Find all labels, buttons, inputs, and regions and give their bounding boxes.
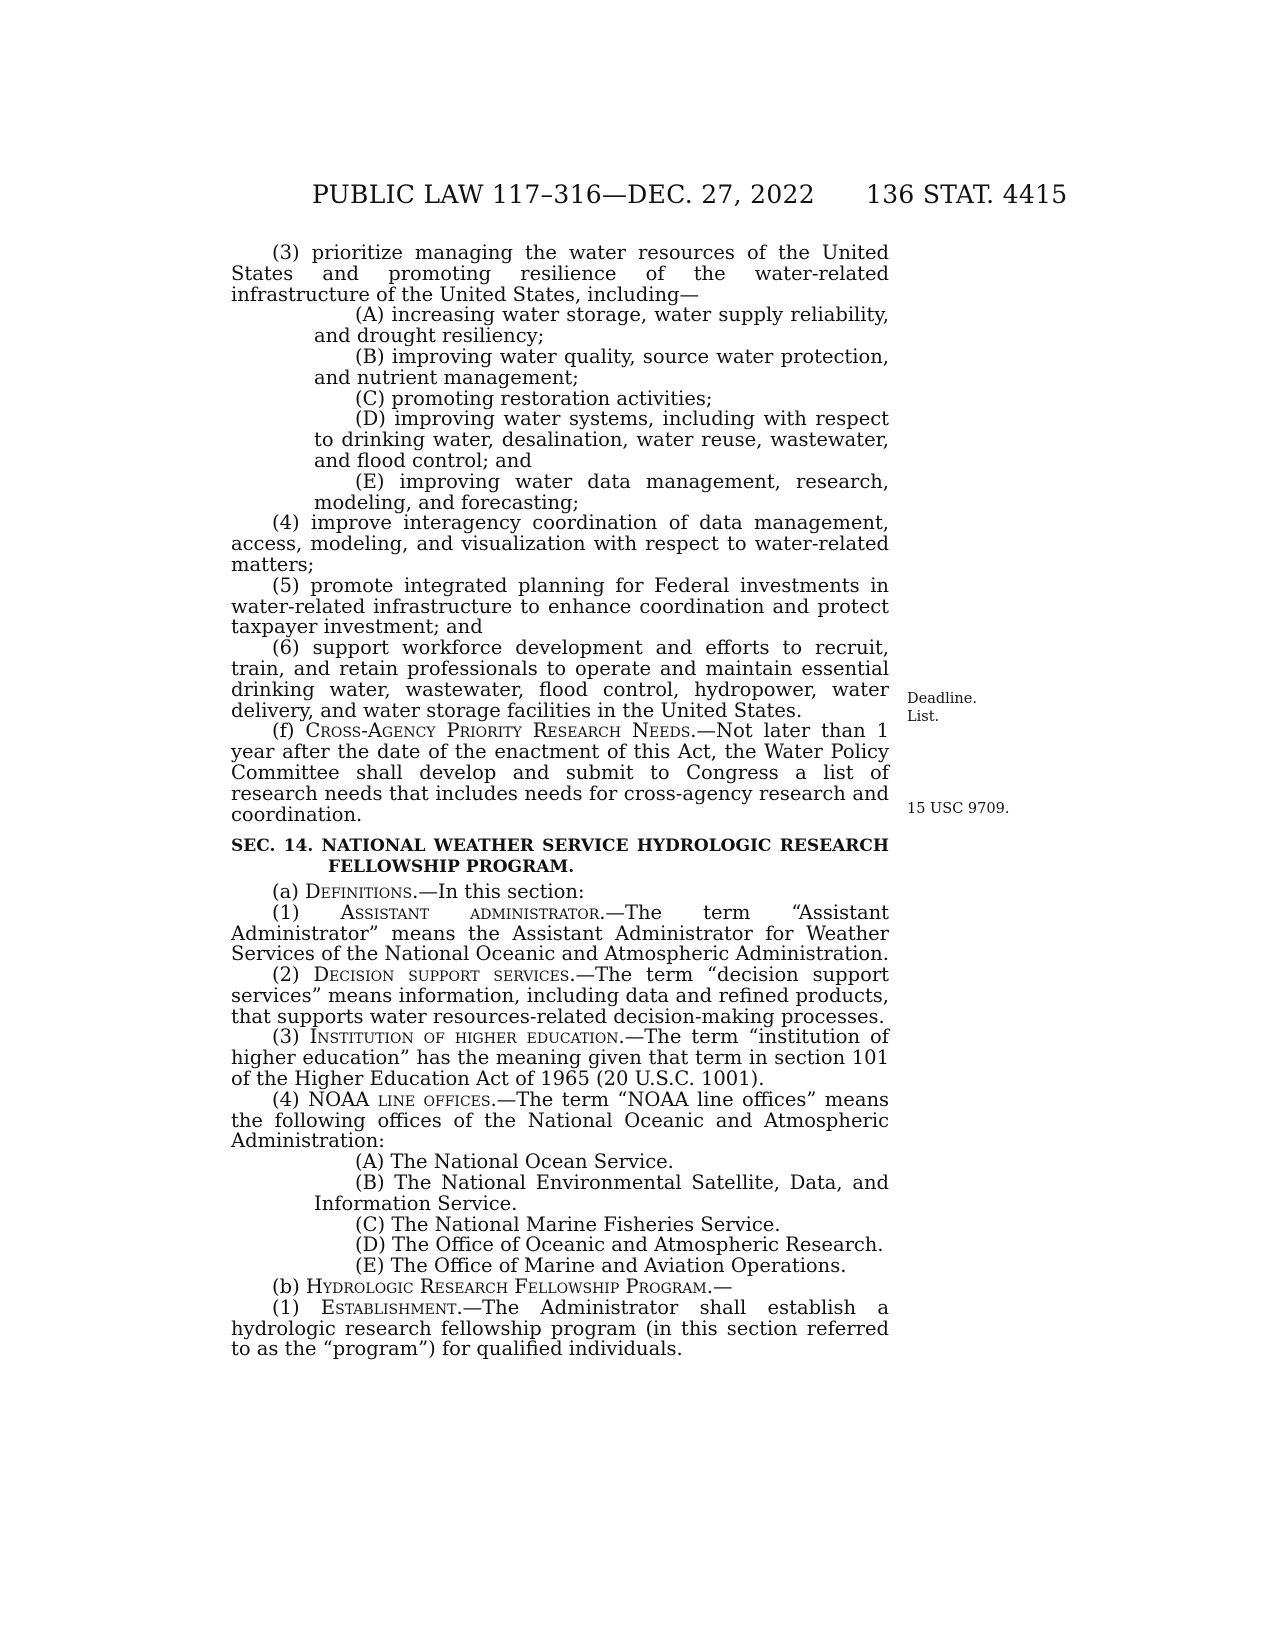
margin-deadline: Deadline.: [907, 691, 977, 707]
paragraph-text: —The term “decision support services” means information, including data and refined products, that supports water resources-related decision-making processes.: [231, 963, 889, 1028]
paragraph-label: (3): [272, 1025, 300, 1049]
margin-note-deadline: [907, 690, 977, 726]
margin-list: List.: [907, 709, 940, 725]
paragraph-text: —: [712, 1275, 733, 1299]
paragraph-text: (E) The Office of Marine and Aviation Operations.: [355, 1254, 847, 1278]
paragraph-text: —The Administrator shall establish a hydrologic research fellowship program (in this section referred to as the “program”) for qualified individuals.: [231, 1295, 889, 1361]
section-14-paragraph: [314, 1212, 889, 1236]
section-14-paragraph: [231, 965, 889, 1027]
section-14-paragraph: [231, 900, 890, 966]
paragraph-heading: Assistant administrator.: [340, 900, 606, 924]
paragraph: (3) prioritize managing the water resources of the United States and promoting resilience of the water-related infrastructure of the United States, including—: [231, 241, 889, 306]
paragraph-text: (B) The National Environmental Satellite, Data, and Information Service.: [314, 1171, 889, 1215]
paragraph: (A) increasing water storage, water supply reliability, and drought resiliency;: [314, 303, 889, 348]
paragraph-label: (1): [272, 1295, 300, 1319]
subsection-f: [231, 721, 889, 825]
paragraph-text: —The term “Assistant Administrator” means the Assistant Administrator for Weather Services of the National Oceanic and Atmospheric Administration.: [231, 900, 890, 966]
paragraph-label: (a): [272, 879, 299, 903]
paragraph-heading: Institution of higher education.: [309, 1025, 625, 1049]
paragraph: (4) improve interagency coordination of data management, access, modeling, and visualization with respect to water-related matters;: [231, 511, 889, 576]
section-14-paragraph: [314, 1256, 889, 1277]
section-14-heading: [231, 836, 889, 878]
paragraph-text: —In this section:: [418, 879, 585, 903]
subsection-f-text: —Not later than 1 year after the date of the enactment of this Act, the Water Policy Committee shall develop and submit to Congress a list of research needs that includes needs for cross-agency research and coordination.: [231, 719, 890, 826]
paragraph-label: (1): [272, 900, 300, 924]
subsection-f-label: (f): [272, 719, 295, 743]
paragraph-label: (4): [272, 1087, 300, 1111]
section-14-paragraph: [231, 1295, 889, 1361]
section-14-title: SEC. 14. NATIONAL WEATHER SERVICE HYDROLOGIC RESEARCH FELLOWSHIP PROGRAM.: [231, 836, 889, 878]
section-14-paragraph: [314, 1152, 889, 1173]
section-14-paragraph: [231, 1087, 890, 1153]
paragraph-text: (A) The National Ocean Service.: [355, 1150, 674, 1174]
paragraph-heading: Hydrologic Research Fellowship Program.: [305, 1275, 713, 1299]
section-14-paragraph-list: [231, 879, 890, 1361]
section-14-paragraph: [231, 1277, 889, 1298]
section-14-paragraph: [314, 1235, 889, 1256]
section-14-paragraph: [231, 1027, 889, 1089]
paragraph: (B) improving water quality, source water protection, and nutrient management;: [314, 344, 889, 389]
paragraph-list: [231, 243, 889, 721]
paragraph-heading: Definitions.: [305, 879, 419, 903]
running-header-law: PUBLIC LAW 117–316—DEC. 27, 2022: [312, 180, 815, 209]
document-body: [231, 243, 889, 1360]
paragraph-heading: Decision support services.: [313, 963, 576, 987]
subsection-f-heading: Cross-Agency Priority Research Needs.: [305, 719, 697, 743]
running-header-stat: 136 STAT. 4415: [866, 180, 1068, 209]
margin-note-usc: 15 USC 9709.: [907, 801, 1010, 817]
paragraph-heading: Establishment.: [320, 1295, 463, 1319]
paragraph: (5) promote integrated planning for Federal investments in water-related infrastructure to enhance coordination and protect taxpayer investment; and: [231, 573, 889, 639]
paragraph-text: (D) The Office of Oceanic and Atmospheric Research.: [355, 1233, 884, 1257]
paragraph-label: (b): [272, 1275, 300, 1299]
section-14-paragraph: [314, 1173, 889, 1215]
paragraph-label: (2): [272, 963, 300, 987]
paragraph: (E) improving water data management, research, modeling, and forecasting;: [314, 469, 889, 514]
paragraph-text: —The term “NOAA line offices” means the following offices of the National Oceanic and Atmospheric Administration:: [231, 1087, 890, 1153]
paragraph-text: —The term “institution of higher education” has the meaning given that term in section 101 of the Higher Education Act of 1965 (20 U.S.C. 1001).: [231, 1025, 889, 1091]
section-14-paragraph: [231, 879, 889, 903]
paragraph: (6) support workforce development and efforts to recruit, train, and retain professionals to operate and maintain essential drinking water, wastewater, flood control, hydropower, water delivery, and water storage facilities in the United States.: [231, 636, 889, 722]
paragraph: (C) promoting restoration activities;: [355, 386, 713, 410]
paragraph-heading: NOAA line offices.: [308, 1087, 497, 1111]
paragraph-text: (C) The National Marine Fisheries Service.: [355, 1212, 781, 1236]
paragraph: (D) improving water systems, including with respect to drinking water, desalination, water reuse, wastewater, and flood control; and: [314, 407, 889, 472]
